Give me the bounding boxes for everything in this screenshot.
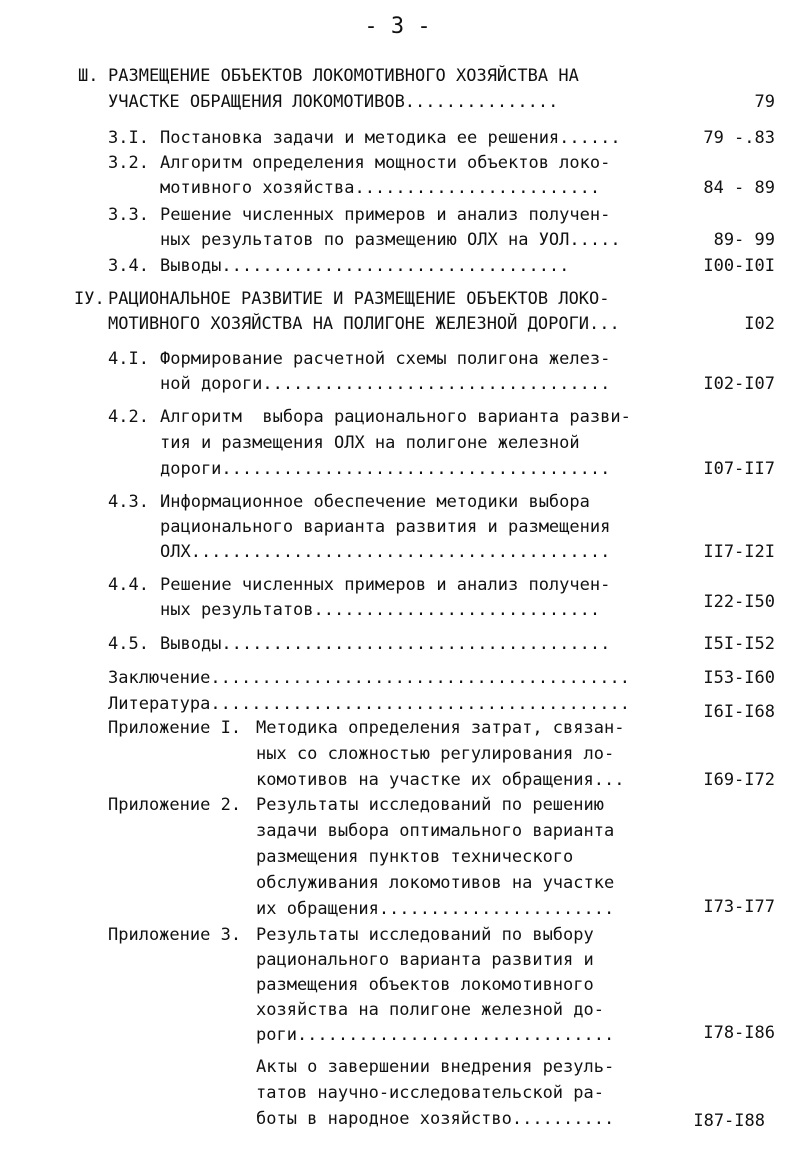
appendix-2-line-3: размещения пунктов технического xyxy=(256,847,574,867)
item-4-4-text-line-1: Решение численных примеров и анализ получен- xyxy=(160,575,611,595)
acts-page: I87-I88 xyxy=(693,1111,765,1131)
chapter-4-title-line-1: РАЦИОНАЛЬНОЕ РАЗВИТИЕ И РАЗМЕЩЕНИЕ ОБЪЕКТОВ ЛОКО- xyxy=(108,289,610,309)
appendix-3-line-3: размещения объектов локомотивного xyxy=(256,975,594,995)
chapter-3-page: 79 xyxy=(754,92,775,112)
appendix-3-line-2: рационального варианта развития и xyxy=(256,950,594,970)
chapter-3-number: Ш. xyxy=(78,66,99,86)
appendix-1-page: I69-I72 xyxy=(703,770,775,790)
chapter-3-title-line-1: РАЗМЕЩЕНИЕ ОБЪЕКТОВ ЛОКОМОТИВНОГО ХОЗЯЙСТВА НА xyxy=(108,66,579,86)
appendix-2-line-5: их обращения....................... xyxy=(256,899,615,919)
appendix-2-line-4: обслуживания локомотивов на участке xyxy=(256,873,615,893)
item-3-3-text-line-2: ных результатов по размещению ОЛХ на УОЛ..... xyxy=(160,230,621,250)
item-3-4-text: Выводы.................................. xyxy=(160,256,570,276)
item-3-1-text: Постановка задачи и методика ее решения...... xyxy=(160,128,621,148)
appendix-1-line-2: ных со сложностью регулирования ло- xyxy=(256,744,615,764)
item-3-2-text-line-1: Алгоритм определения мощности объектов локо- xyxy=(160,153,611,173)
appendix-2-page: I73-I77 xyxy=(703,897,775,917)
appendix-3-line-1: Результаты исследований по выбору xyxy=(256,925,594,945)
item-4-3-text-line-2: рационального варианта развития и размещения xyxy=(160,517,611,537)
item-3-3-page: 89- 99 xyxy=(713,230,775,250)
appendix-3-page: I78-I86 xyxy=(703,1023,775,1043)
item-4-3-text-line-3: ОЛХ......................................... xyxy=(160,542,611,562)
item-4-2-text-line-3: дороги...................................... xyxy=(160,459,611,479)
appendix-2-line-2: задачи выбора оптимального варианта xyxy=(256,821,615,841)
literature-page: I6I-I68 xyxy=(703,702,775,722)
item-4-5-number: 4.5. xyxy=(108,634,149,654)
item-3-1-number: 3.I. xyxy=(108,128,149,148)
item-4-1-text-line-1: Формирование расчетной схемы полигона желез- xyxy=(160,349,611,369)
appendix-3-line-5: роги............................... xyxy=(256,1025,615,1045)
appendix-1-line-1: Методика определения затрат, связан- xyxy=(256,718,625,738)
item-4-3-number: 4.3. xyxy=(108,492,149,512)
item-4-3-text-line-1: Информационное обеспечение методики выбора xyxy=(160,492,590,512)
item-4-2-number: 4.2. xyxy=(108,407,149,427)
item-3-2-number: 3.2. xyxy=(108,153,149,173)
item-3-2-page: 84 - 89 xyxy=(703,178,775,198)
item-3-4-page: I00-I0I xyxy=(703,256,775,276)
item-4-2-text-line-1: Алгоритм выбора рационального варианта разви- xyxy=(160,407,631,427)
conclusion-page: I53-I60 xyxy=(703,668,775,688)
appendix-1-line-3: комотивов на участке их обращения... xyxy=(256,770,625,790)
item-4-4-number: 4.4. xyxy=(108,575,149,595)
chapter-3-title-line-2: УЧАСТКЕ ОБРАЩЕНИЯ ЛОКОМОТИВОВ............... xyxy=(108,92,559,112)
item-4-4-page: I22-I50 xyxy=(703,592,775,612)
item-4-2-text-line-2: тия и размещения ОЛХ на полигоне железной xyxy=(160,433,580,453)
item-4-5-text: Выводы...................................... xyxy=(160,634,611,654)
item-3-3-number: 3.3. xyxy=(108,205,149,225)
appendix-2-label: Приложение 2. xyxy=(108,795,242,815)
item-3-1-page: 79 -.83 xyxy=(703,128,775,148)
item-4-1-page: I02-I07 xyxy=(703,374,775,394)
conclusion-label: Заключение......................................... xyxy=(108,668,630,688)
chapter-4-title-line-2: МОТИВНОГО ХОЗЯЙСТВА НА ПОЛИГОНЕ ЖЕЛЕЗНОЙ ДОРОГИ... xyxy=(108,314,620,334)
item-4-1-number: 4.I. xyxy=(108,349,149,369)
item-4-3-page: II7-I2I xyxy=(703,542,775,562)
chapter-4-number: IУ. xyxy=(74,289,105,309)
item-3-3-text-line-1: Решение численных примеров и анализ получен- xyxy=(160,205,611,225)
appendix-3-line-4: хозяйства на полигоне железной до- xyxy=(256,1000,604,1020)
item-4-1-text-line-2: ной дороги.................................. xyxy=(160,374,611,394)
page-number: - 3 - xyxy=(364,14,431,39)
item-4-4-text-line-2: ных результатов............................ xyxy=(160,600,601,620)
item-4-5-page: I5I-I52 xyxy=(703,634,775,654)
chapter-4-page: I02 xyxy=(744,314,775,334)
appendix-3-label: Приложение 3. xyxy=(108,925,242,945)
appendix-1-label: Приложение I. xyxy=(108,718,242,738)
item-3-2-text-line-2: мотивного хозяйства........................ xyxy=(160,178,601,198)
acts-line-2: татов научно-исследовательской ра- xyxy=(256,1083,604,1103)
acts-line-3: боты в народное хозяйство.......... xyxy=(256,1109,615,1129)
appendix-2-line-1: Результаты исследований по решению xyxy=(256,795,604,815)
item-3-4-number: 3.4. xyxy=(108,256,149,276)
acts-line-1: Акты о завершении внедрения резуль- xyxy=(256,1057,615,1077)
literature-label: Литература......................................... xyxy=(108,694,630,714)
item-4-2-page: I07-II7 xyxy=(703,459,775,479)
